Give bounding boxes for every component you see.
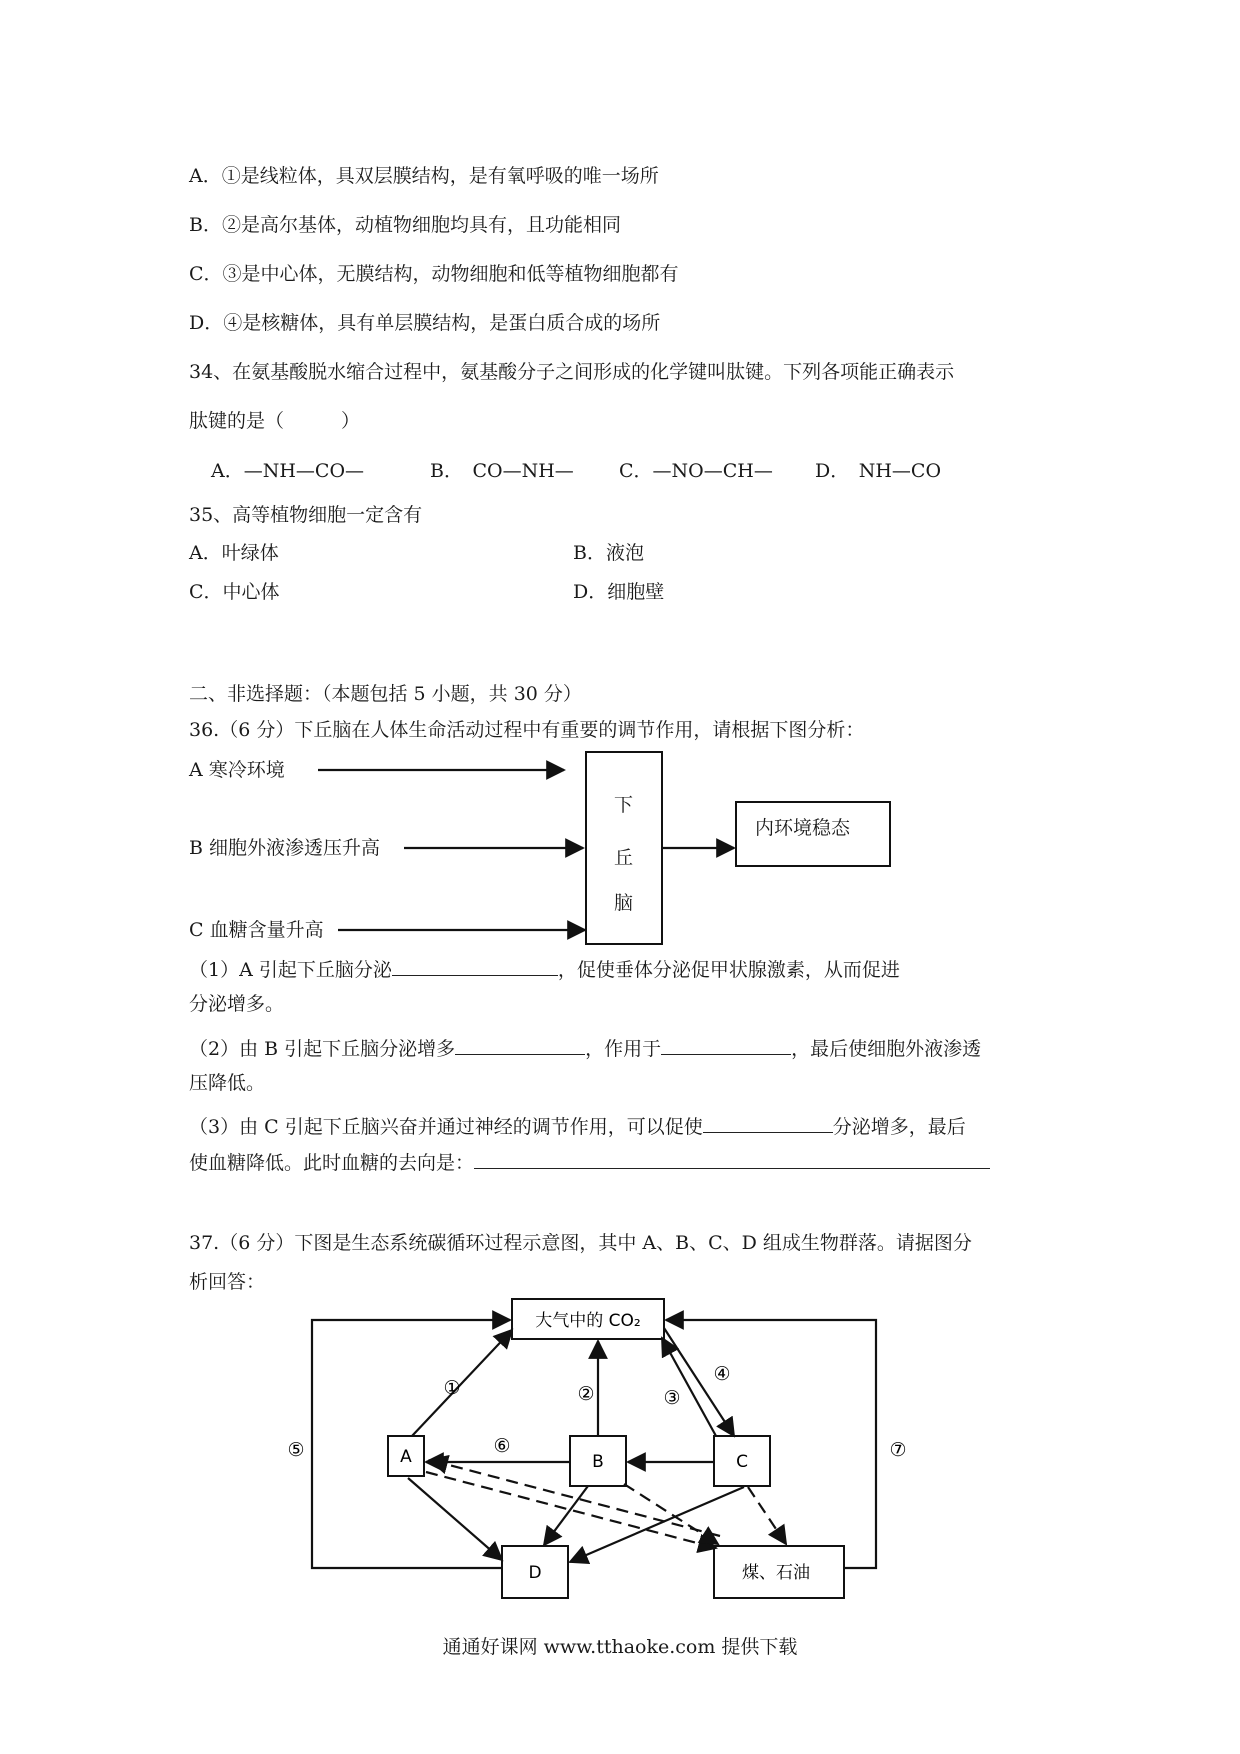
process-label-7: ⑦ [889, 1439, 907, 1461]
q36-part3-prefix: （3）由 C 引起下丘脑兴奋并通过神经的调节作用，可以促使 [189, 1116, 703, 1138]
q36-part2-suffix: ，最后使细胞外液渗透 [791, 1038, 982, 1060]
dashed-arrow-c-to-fossil [748, 1487, 786, 1544]
dashed-arrow-fossil-to-a [430, 1460, 720, 1536]
q37-stem-line2: 析回答： [189, 1271, 266, 1293]
process-label-3: ③ [663, 1387, 681, 1409]
arrow-c-to-d [570, 1487, 744, 1562]
q36-part3-suffix: 分泌增多，最后 [832, 1116, 966, 1138]
q34-option-d: D． NH—CO [815, 460, 942, 482]
q34-stem-line1: 34、在氨基酸脱水缩合过程中，氨基酸分子之间形成的化学键叫肽键。下列各项能正确表示 [189, 361, 955, 383]
process-label-4: ④ [713, 1363, 731, 1385]
q33-option-d: D．④是核糖体，具有单层膜结构，是蛋白质合成的场所 [189, 312, 661, 334]
q34-stem-line2: 肽键的是（ ） [189, 410, 361, 432]
node-d-label: D [528, 1563, 542, 1583]
q36-stem: 36.（6 分）下丘脑在人体生命活动过程中有重要的调节作用，请根据下图分析： [189, 719, 865, 741]
fossil-fuel-label: 煤、石油 [742, 1563, 810, 1583]
hypothalamus-char-1: 下 [614, 794, 634, 816]
input-a-label: A 寒冷环境 [189, 759, 285, 781]
process-label-6: ⑥ [493, 1435, 511, 1457]
q34-option-b: B． CO—NH— [430, 460, 574, 482]
process-label-2: ② [577, 1383, 595, 1405]
q35-stem: 35、高等植物细胞一定含有 [189, 504, 423, 526]
arrow-1-a-to-co2 [412, 1330, 512, 1436]
arrow-5-d-to-co2 [312, 1320, 510, 1568]
q34-option-c: C．—NO—CH— [619, 460, 773, 482]
q33-option-c: C．③是中心体，无膜结构，动物细胞和低等植物细胞都有 [189, 263, 679, 285]
q34-option-a: A．—NH—CO— [211, 460, 365, 482]
section2-title: 二、非选择题：（本题包括 5 小题，共 30 分） [189, 683, 582, 705]
q36-part2-prefix: （2）由 B 引起下丘脑分泌增多 [189, 1038, 456, 1060]
q36-part3-line2-text: 使血糖降低。此时血糖的去向是： [189, 1152, 475, 1174]
node-a-label: A [400, 1447, 412, 1467]
atmosphere-co2-label: 大气中的 CO₂ [535, 1311, 641, 1331]
q37-stem-line1: 37.（6 分）下图是生态系统碳循环过程示意图，其中 A、B、C、D 组成生物群落。请据图分 [189, 1232, 972, 1254]
arrow-a-to-d [408, 1478, 502, 1560]
process-label-5: ⑤ [287, 1439, 305, 1461]
q36-part2-middle: ，作用于 [585, 1038, 662, 1060]
process-label-1: ① [443, 1377, 461, 1399]
q36-part2-line2: 压降低。 [189, 1072, 266, 1094]
q33-option-b: B．②是高尔基体，动植物细胞均具有，且功能相同 [189, 214, 621, 236]
page-footer: 通通好课网 www.tthaoke.com 提供下载 [442, 1636, 798, 1658]
q33-option-a: A．①是线粒体，具双层膜结构，是有氧呼吸的唯一场所 [189, 165, 659, 187]
q35-option-b: B．液泡 [573, 542, 644, 564]
q36-part1-line2: 分泌增多。 [189, 993, 285, 1015]
node-b-label: B [592, 1452, 604, 1472]
homeostasis-label: 内环境稳态 [755, 817, 851, 839]
hypothalamus-char-2: 丘 [614, 847, 634, 869]
q35-option-c: C．中心体 [189, 581, 280, 603]
q36-part1-prefix: （1）A 引起下丘脑分泌 [189, 959, 392, 981]
hypothalamus-char-3: 脑 [614, 892, 634, 914]
q36-part1-suffix: ，促使垂体分泌促甲状腺激素，从而促进 [557, 959, 900, 981]
input-b-label: B 细胞外液渗透压升高 [189, 837, 381, 859]
node-c-label: C [736, 1452, 748, 1472]
input-c-label: C 血糖含量升高 [189, 919, 324, 941]
q35-option-d: D．细胞壁 [573, 581, 665, 603]
q35-option-a: A．叶绿体 [189, 542, 279, 564]
